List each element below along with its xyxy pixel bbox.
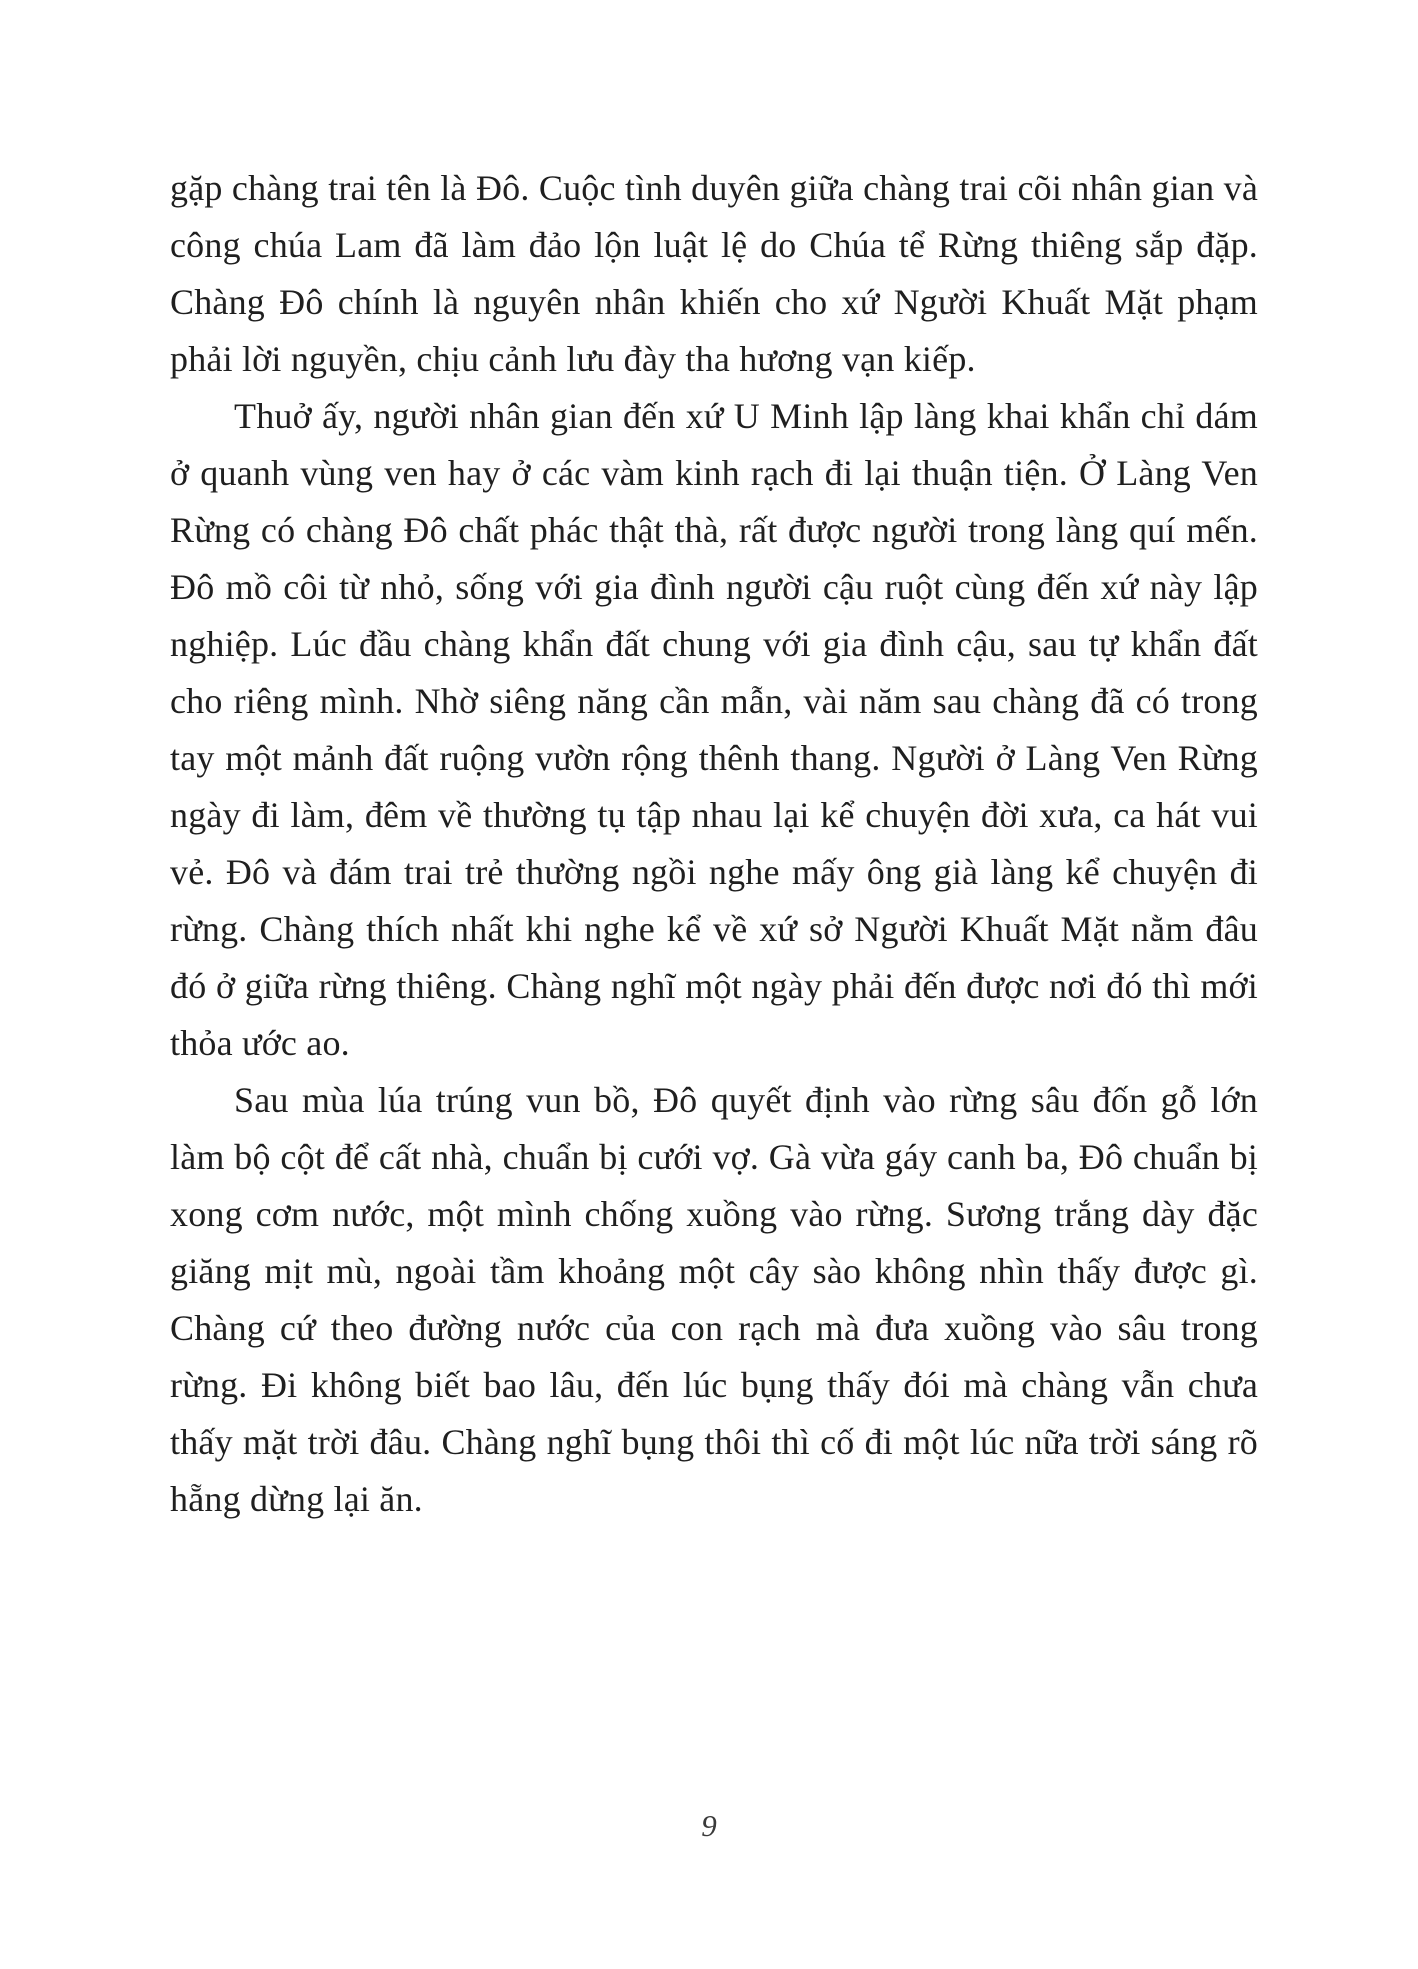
page-text <box>170 160 1258 1528</box>
page-number: 9 <box>701 1808 717 1843</box>
paragraph: gặp chàng trai tên là Đô. Cuộc tình duyên giữa chàng trai cõi nhân gian và công chúa Lam đã làm đảo lộn luật lệ do Chúa tể Rừng thiêng sắp đặp. Chàng Đô chính là nguyên nhân khiến cho xứ Người Khuất Mặt phạm phải lời nguyền, chịu cảnh lưu đày tha hương vạn kiếp. <box>170 168 1258 379</box>
paragraph: Thuở ấy, người nhân gian đến xứ U Minh lập làng khai khẩn chỉ dám ở quanh vùng ven hay ở các vàm kinh rạch đi lại thuận tiện. Ở Làng Ven Rừng có chàng Đô chất phác thật thà, rất được người trong làng quí mến. Đô mồ côi từ nhỏ, sống với gia đình người cậu ruột cùng đến xứ này lập nghiệp. Lúc đầu chàng khẩn đất chung với gia đình cậu, sau tự khẩn đất cho riêng mình. Nhờ siêng năng cần mẫn, vài năm sau chàng đã có trong tay một mảnh đất ruộng vườn rộng thênh thang. Người ở Làng Ven Rừng ngày đi làm, đêm về thường tụ tập nhau lại kể chuyện đời xưa, ca hát vui vẻ. Đô và đám trai trẻ thường ngồi nghe mấy ông già làng kể chuyện đi rừng. Chàng thích nhất khi nghe kể về xứ sở Người Khuất Mặt nằm đâu đó ở giữa rừng thiêng. Chàng nghĩ một ngày phải đến được nơi đó thì mới thỏa ước ao. <box>170 396 1258 1063</box>
paragraph: Sau mùa lúa trúng vun bồ, Đô quyết định vào rừng sâu đốn gỗ lớn làm bộ cột để cất nhà, chuẩn bị cưới vợ. Gà vừa gáy canh ba, Đô chuẩn bị xong cơm nước, một mình chống xuồng vào rừng. Sương trắng dày đặc giăng mịt mù, ngoài tầm khoảng một cây sào không nhìn thấy được gì. Chàng cứ theo đường nước của con rạch mà đưa xuồng vào sâu trong rừng. Đi không biết bao lâu, đến lúc bụng thấy đói mà chàng vẫn chưa thấy mặt trời đâu. Chàng nghĩ bụng thôi thì cố đi một lúc nữa trời sáng rõ hẵng dừng lại ăn. <box>170 1080 1258 1519</box>
